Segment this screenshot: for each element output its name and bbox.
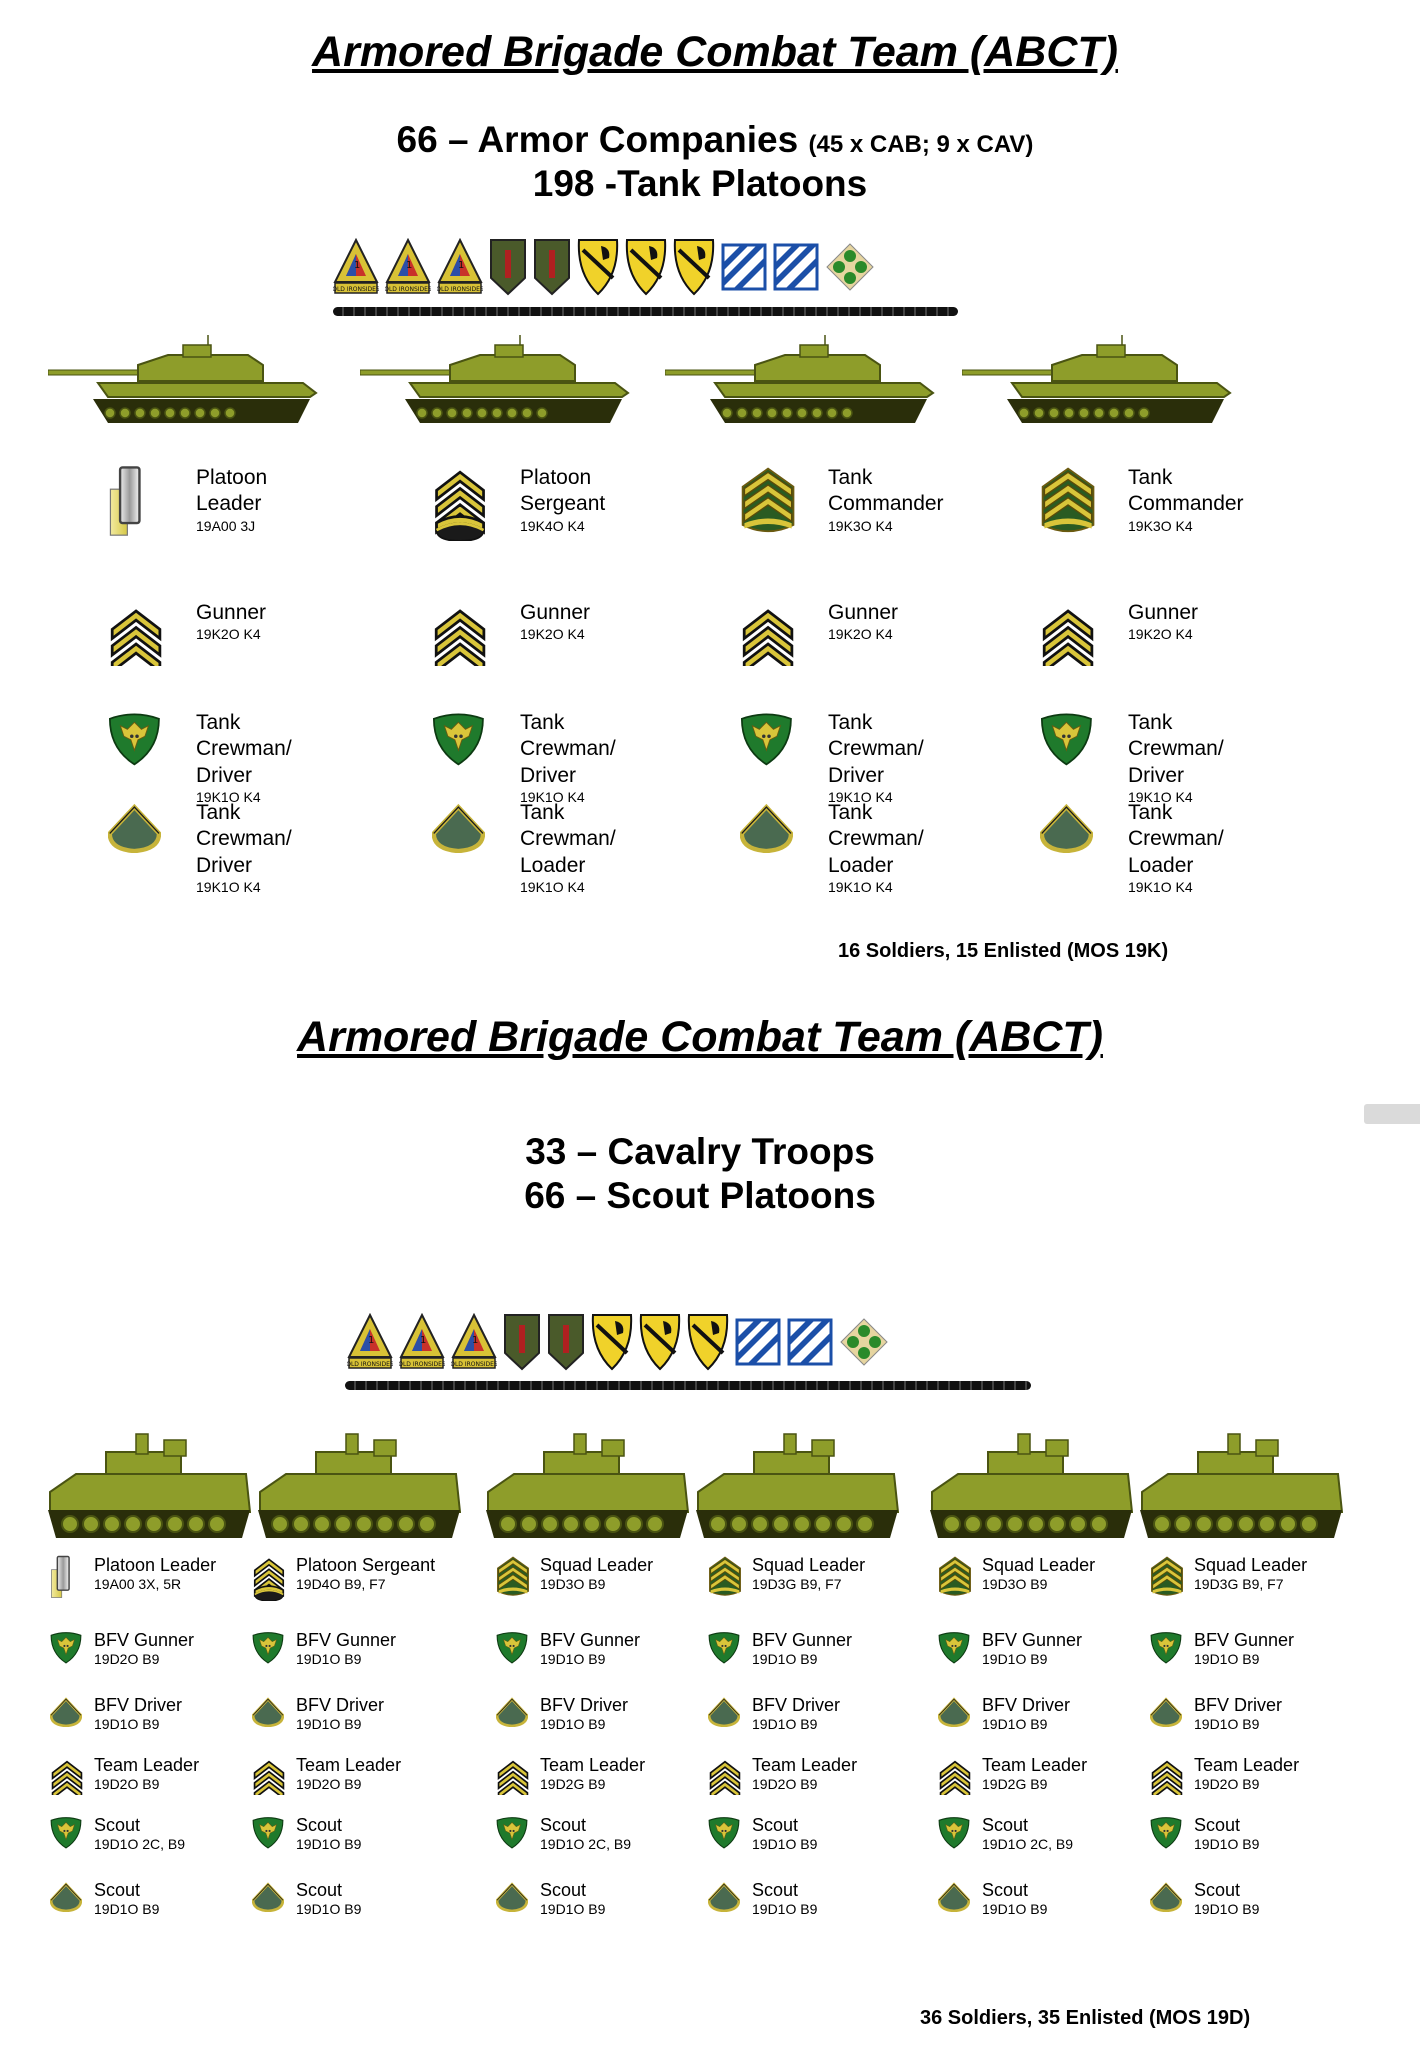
mos-code: 19D1O B9: [94, 1715, 160, 1732]
svg-text:OLD IRONSIDES: OLD IRONSIDES: [451, 1361, 497, 1368]
pfc-rank-icon: [740, 800, 793, 858]
sergeant-rank-icon: [708, 1755, 742, 1800]
mos-code: 19D4O B9, F7: [296, 1575, 386, 1592]
mos-code: 19D2O B9: [296, 1775, 362, 1792]
specialist-rank-icon: [252, 1630, 284, 1669]
role-label: Scout: [982, 1880, 1029, 1900]
svg-text:1: 1: [406, 260, 413, 271]
role-label: Platoon Sergeant: [296, 1555, 436, 1575]
specialist-rank-icon: [1040, 710, 1093, 771]
svg-text:1: 1: [420, 1335, 427, 1346]
mos-code: 19D2O B9: [752, 1775, 818, 1792]
bradley-ifv-icon: [1138, 1430, 1343, 1547]
role-label: Scout: [94, 1815, 141, 1835]
role-label: Tank Crewman/ Driver: [520, 711, 616, 787]
sergeant-rank-icon: [496, 1755, 530, 1800]
lieutenant-rank-icon: [108, 465, 144, 543]
mos-code: 19D1O B9: [540, 1715, 606, 1732]
mos-code: 19D1O B9: [540, 1650, 606, 1667]
mos-code: 19D1O 2C, B9: [540, 1835, 632, 1852]
pfc-rank-icon: [252, 1695, 284, 1732]
mos-code: 19D1O B9: [540, 1900, 606, 1917]
section1-subtitle-2: 198 -Tank Platoons: [532, 163, 868, 204]
svg-text:1: 1: [354, 260, 361, 271]
role-label: Squad Leader: [540, 1555, 654, 1575]
specialist-rank-icon: [740, 710, 793, 771]
mos-code: 19D2O B9: [94, 1775, 160, 1792]
sergeant-rank-icon: [108, 600, 164, 671]
infantry-division-patch-icon: [547, 1313, 591, 1376]
role-label: BFV Gunner: [296, 1630, 397, 1650]
role-label: Tank Commander: [1128, 466, 1244, 516]
section1-total: 16 Soldiers, 15 Enlisted (MOS 19K): [838, 940, 1169, 962]
specialist-rank-icon: [938, 1815, 970, 1854]
role-label: Platoon Sergeant: [520, 466, 606, 516]
third-infantry-patch-icon: [721, 243, 773, 296]
role-label: Squad Leader: [752, 1555, 866, 1575]
svg-text:OLD IRONSIDES: OLD IRONSIDES: [347, 1361, 393, 1368]
cavalry-division-patch-icon: [625, 238, 673, 301]
section2-title: Armored Brigade Combat Team (ABCT): [297, 1013, 1103, 1061]
mos-code: 19D1O B9: [752, 1715, 818, 1732]
pfc-rank-icon: [1150, 1880, 1182, 1917]
role-label: Tank Crewman/ Loader: [828, 801, 924, 877]
sergeant-rank-icon: [740, 600, 796, 671]
mos-code: 19K4O K4: [520, 517, 585, 534]
mos-code: 19K2O K4: [196, 626, 261, 643]
mos-code: 19D2G B9: [982, 1775, 1048, 1792]
mos-code: 19D1O B9: [1194, 1835, 1260, 1852]
mos-code: 19K2O K4: [520, 626, 585, 643]
role-label: Tank Crewman/ Loader: [520, 801, 616, 877]
pfc-rank-icon: [496, 1880, 528, 1917]
section1-line1: 66 – Armor Companies: [396, 119, 799, 160]
ssg-rank-icon: [1150, 1555, 1184, 1604]
cavalry-division-patch-icon: [639, 1313, 687, 1376]
tank-icon: [360, 335, 630, 436]
infantry-division-patch-icon: [533, 238, 577, 301]
pfc-rank-icon: [50, 1880, 82, 1917]
role-label: Scout: [752, 1880, 799, 1900]
sergeant-rank-icon: [1150, 1755, 1184, 1800]
role-label: Platoon Leader: [94, 1555, 217, 1575]
bradley-ifv-icon: [694, 1430, 899, 1547]
section2-line2: 66 – Scout Platoons: [524, 1175, 876, 1216]
ssg-rank-icon: [938, 1555, 972, 1604]
armored-division-patch-icon: [347, 1313, 399, 1376]
svg-text:OLD IRONSIDES: OLD IRONSIDES: [399, 1361, 445, 1368]
third-infantry-patch-icon: [773, 243, 825, 296]
mos-code: 19D1O B9: [1194, 1715, 1260, 1732]
mos-code: 19D1O B9: [94, 1900, 160, 1917]
role-label: Gunner: [520, 601, 591, 624]
ivy-division-patch-icon: [839, 1317, 895, 1372]
mos-code: 19K2O K4: [828, 626, 893, 643]
bracket-bar-1: [333, 307, 958, 316]
pfc-rank-icon: [938, 1880, 970, 1917]
tank-icon: [48, 335, 318, 436]
role-label: BFV Gunner: [1194, 1630, 1295, 1650]
role-label: Platoon Leader: [196, 466, 268, 516]
mos-code: 19D1O B9: [752, 1650, 818, 1667]
role-label: BFV Gunner: [752, 1630, 853, 1650]
sergeant-rank-icon: [1040, 600, 1096, 671]
role-label: Team Leader: [540, 1755, 646, 1775]
specialist-rank-icon: [108, 710, 161, 771]
mos-code: 19D1O B9: [982, 1650, 1048, 1667]
mos-code: 19D1O B9: [982, 1900, 1048, 1917]
mos-code: 19K1O K4: [196, 788, 261, 805]
specialist-rank-icon: [50, 1815, 82, 1854]
role-label: Squad Leader: [1194, 1555, 1308, 1575]
role-label: Tank Crewman/ Driver: [1128, 711, 1224, 787]
bradley-ifv-icon: [484, 1430, 689, 1547]
role-label: Tank Crewman/ Driver: [196, 711, 292, 787]
bradley-ifv-icon: [256, 1430, 461, 1547]
role-label: BFV Driver: [296, 1695, 385, 1715]
role-label: BFV Driver: [982, 1695, 1071, 1715]
third-infantry-patch-icon: [735, 1318, 787, 1371]
svg-text:OLD IRONSIDES: OLD IRONSIDES: [437, 286, 483, 293]
role-label: BFV Driver: [1194, 1695, 1283, 1715]
third-infantry-patch-icon: [787, 1318, 839, 1371]
sfc-rank-icon: [252, 1555, 286, 1606]
role-label: BFV Gunner: [982, 1630, 1083, 1650]
specialist-rank-icon: [938, 1630, 970, 1669]
role-label: Gunner: [828, 601, 899, 624]
pfc-rank-icon: [1150, 1695, 1182, 1732]
ssg-rank-icon: [496, 1555, 530, 1604]
mos-code: 19D1O B9: [752, 1900, 818, 1917]
role-label: BFV Driver: [94, 1695, 183, 1715]
section1-line1-note: (45 x CAB; 9 x CAV): [808, 131, 1034, 158]
mos-code: 19D1O B9: [296, 1650, 362, 1667]
pfc-rank-icon: [252, 1880, 284, 1917]
tank-icon: [962, 335, 1232, 436]
section1-title: Armored Brigade Combat Team (ABCT): [312, 28, 1118, 76]
bradley-ifv-icon: [46, 1430, 251, 1547]
specialist-rank-icon: [252, 1815, 284, 1854]
mos-code: 19D1O B9: [296, 1900, 362, 1917]
section2-line1: 33 – Cavalry Troops: [525, 1131, 875, 1172]
specialist-rank-icon: [1150, 1815, 1182, 1854]
sfc-rank-icon: [432, 465, 488, 546]
mos-code: 19K1O K4: [1128, 788, 1193, 805]
armored-division-patch-icon: [451, 1313, 503, 1376]
mos-code: 19K1O K4: [520, 878, 585, 895]
mos-code: 19D3O B9: [982, 1575, 1048, 1592]
pfc-rank-icon: [108, 800, 161, 858]
role-label: Scout: [540, 1880, 587, 1900]
division-patches-row-1: [333, 238, 881, 301]
role-label: Gunner: [1128, 601, 1199, 624]
armored-division-patch-icon: [385, 238, 437, 301]
tank-icon: [665, 335, 935, 436]
sergeant-rank-icon: [938, 1755, 972, 1800]
infantry-division-patch-icon: [503, 1313, 547, 1376]
scroll-handle[interactable]: [1364, 1104, 1420, 1124]
role-label: Team Leader: [982, 1755, 1088, 1775]
mos-code: 19D3G B9, F7: [752, 1575, 842, 1592]
role-label: BFV Driver: [540, 1695, 629, 1715]
role-label: Scout: [540, 1815, 587, 1835]
role-label: Scout: [1194, 1880, 1241, 1900]
specialist-rank-icon: [432, 710, 485, 771]
specialist-rank-icon: [708, 1630, 740, 1669]
ivy-division-patch-icon: [825, 242, 881, 297]
ssg-rank-icon: [740, 465, 796, 543]
division-patches-row-2: [347, 1313, 895, 1376]
mos-code: 19D2G B9: [540, 1775, 606, 1792]
mos-code: 19D1O B9: [982, 1715, 1048, 1732]
role-label: BFV Driver: [752, 1695, 841, 1715]
armored-division-patch-icon: [333, 238, 385, 301]
specialist-rank-icon: [1150, 1630, 1182, 1669]
mos-code: 19K1O K4: [828, 788, 893, 805]
role-label: Scout: [296, 1880, 343, 1900]
pfc-rank-icon: [938, 1695, 970, 1732]
specialist-rank-icon: [496, 1815, 528, 1854]
specialist-rank-icon: [50, 1630, 82, 1669]
sergeant-rank-icon: [50, 1755, 84, 1800]
armored-division-patch-icon: [437, 238, 489, 301]
role-label: Team Leader: [296, 1755, 402, 1775]
mos-code: 19K1O K4: [196, 878, 261, 895]
sergeant-rank-icon: [432, 600, 488, 671]
mos-code: 19D1O 2C, B9: [94, 1835, 186, 1852]
svg-text:1: 1: [368, 1335, 375, 1346]
svg-text:1: 1: [472, 1335, 479, 1346]
mos-code: 19D1O B9: [752, 1835, 818, 1852]
ssg-rank-icon: [708, 1555, 742, 1604]
pfc-rank-icon: [708, 1695, 740, 1732]
mos-code: 19D1O B9: [296, 1835, 362, 1852]
mos-code: 19D2O B9: [1194, 1775, 1260, 1792]
mos-code: 19K1O K4: [520, 788, 585, 805]
section1-subtitle-1: [0, 118, 1420, 167]
role-label: Scout: [752, 1815, 799, 1835]
role-label: Scout: [1194, 1815, 1241, 1835]
bracket-bar-2: [345, 1381, 1031, 1390]
role-label: Scout: [296, 1815, 343, 1835]
cavalry-division-patch-icon: [577, 238, 625, 301]
pfc-rank-icon: [50, 1695, 82, 1732]
specialist-rank-icon: [496, 1630, 528, 1669]
infantry-division-patch-icon: [489, 238, 533, 301]
role-label: BFV Gunner: [94, 1630, 195, 1650]
mos-code: 19K1O K4: [1128, 878, 1193, 895]
sergeant-rank-icon: [252, 1755, 286, 1800]
role-label: Scout: [94, 1880, 141, 1900]
pfc-rank-icon: [1040, 800, 1093, 858]
role-label: Team Leader: [1194, 1755, 1300, 1775]
role-label: Scout: [982, 1815, 1029, 1835]
pfc-rank-icon: [432, 800, 485, 858]
mos-code: 19K1O K4: [828, 878, 893, 895]
role-label: Gunner: [196, 601, 267, 624]
svg-text:OLD IRONSIDES: OLD IRONSIDES: [333, 286, 379, 293]
role-label: Tank Crewman/ Loader: [1128, 801, 1224, 877]
mos-code: 19D1O B9: [1194, 1650, 1260, 1667]
mos-code: 19D2O B9: [94, 1650, 160, 1667]
pfc-rank-icon: [496, 1695, 528, 1732]
mos-code: 19K2O K4: [1128, 626, 1193, 643]
svg-text:1: 1: [458, 260, 465, 271]
role-label: Team Leader: [94, 1755, 200, 1775]
role-label: BFV Gunner: [540, 1630, 641, 1650]
mos-code: 19D1O B9: [296, 1715, 362, 1732]
mos-code: 19K3O K4: [828, 517, 893, 534]
cavalry-division-patch-icon: [591, 1313, 639, 1376]
section2-total: 36 Soldiers, 35 Enlisted (MOS 19D): [920, 2007, 1251, 2029]
mos-code: 19D3O B9: [540, 1575, 606, 1592]
ssg-rank-icon: [1040, 465, 1096, 543]
cavalry-division-patch-icon: [673, 238, 721, 301]
pfc-rank-icon: [708, 1880, 740, 1917]
role-label: Team Leader: [752, 1755, 858, 1775]
mos-code: 19A00 3J: [196, 517, 256, 534]
svg-text:OLD IRONSIDES: OLD IRONSIDES: [385, 286, 431, 293]
mos-code: 19K3O K4: [1128, 517, 1193, 534]
role-label: Tank Crewman/ Driver: [196, 801, 292, 877]
mos-code: 19D1O 2C, B9: [982, 1835, 1074, 1852]
bradley-ifv-icon: [928, 1430, 1133, 1547]
armored-division-patch-icon: [399, 1313, 451, 1376]
role-label: Tank Crewman/ Driver: [828, 711, 924, 787]
mos-code: 19D3G B9, F7: [1194, 1575, 1284, 1592]
cavalry-division-patch-icon: [687, 1313, 735, 1376]
lieutenant-rank-icon: [50, 1555, 72, 1604]
role-label: Squad Leader: [982, 1555, 1096, 1575]
mos-code: 19D1O B9: [1194, 1900, 1260, 1917]
role-label: Tank Commander: [828, 466, 944, 516]
specialist-rank-icon: [708, 1815, 740, 1854]
mos-code: 19A00 3X, 5R: [94, 1575, 182, 1592]
